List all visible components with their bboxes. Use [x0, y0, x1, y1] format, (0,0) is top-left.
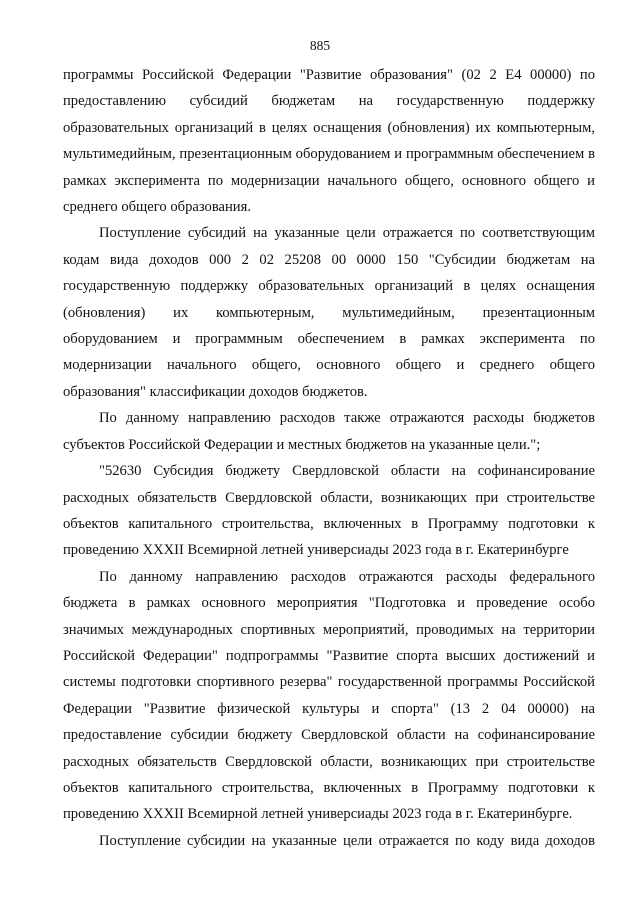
paragraph-code-52630: "52630 Субсидия бюджету Свердловской области на софинансирование расходных обязательств Свердловской области, возникающих при строительстве объектов капитального строительства, включенных в Программу подготовки к проведению XXXII Всемирной летней универсиады 2023 года в г. Екатеринбурге: [63, 463, 595, 559]
paragraph-federal-expenses: По данному направлению расходов отражаются расходы федерального бюджета в рамках основного мероприятия "Подготовка и проведение особо значимых международных спортивных мероприятий, проводимых на территории Российской Федерации" подпрограммы "Развитие спорта высших достижений и системы подготовки спортивного резерва" государственной программы Российской Федерации "Развитие физической культуры и спорта" (13 2 04 00000) на предоставление субсидии бюджету Свердловской области на софинансирование расходных обязательств Свердловской области, возникающих при строительстве объектов капитального строительства, включенных в Программу подготовки к проведению XXXII Всемирной летней универсиады 2023 года в г. Екатеринбурге.: [63, 568, 595, 823]
paragraph-subsidy-receipt: Поступление субсидий на указанные цели отражается по соответствующим кодам вида доходов 000 2 02 25208 00 0000 150 "Субсидии бюджетам на государственную поддержку образовательных организаций в целях оснащения (обновления) их компьютерным, мультимедийным, презентационным оборудованием и программным обеспечением в рамках эксперимента по модернизации начального общего, основного общего и среднего общего образования" классификации доходов бюджетов.: [63, 225, 595, 400]
paragraph-receipt-code: Поступление субсидии на указанные цели отражается по коду вида доходов: [99, 832, 595, 849]
paragraph-continuation: программы Российской Федерации "Развитие образования" (02 2 Е4 00000) по предоставлению субсидий бюджетам на государственную поддержку образовательных организаций в целях оснащения (обновления) их компьютерным, мультимедийным, презентационным оборудованием и программным обеспечением в рамках эксперимента по модернизации начального общего, основного общего и среднего общего образования.: [63, 67, 595, 216]
page-number: 885: [309, 38, 331, 53]
paragraph-regional-expenses: По данному направлению расходов также отражаются расходы бюджетов субъектов Российской Федерации и местных бюджетов на указанные цели.";: [63, 410, 595, 453]
document-body: [63, 62, 595, 854]
